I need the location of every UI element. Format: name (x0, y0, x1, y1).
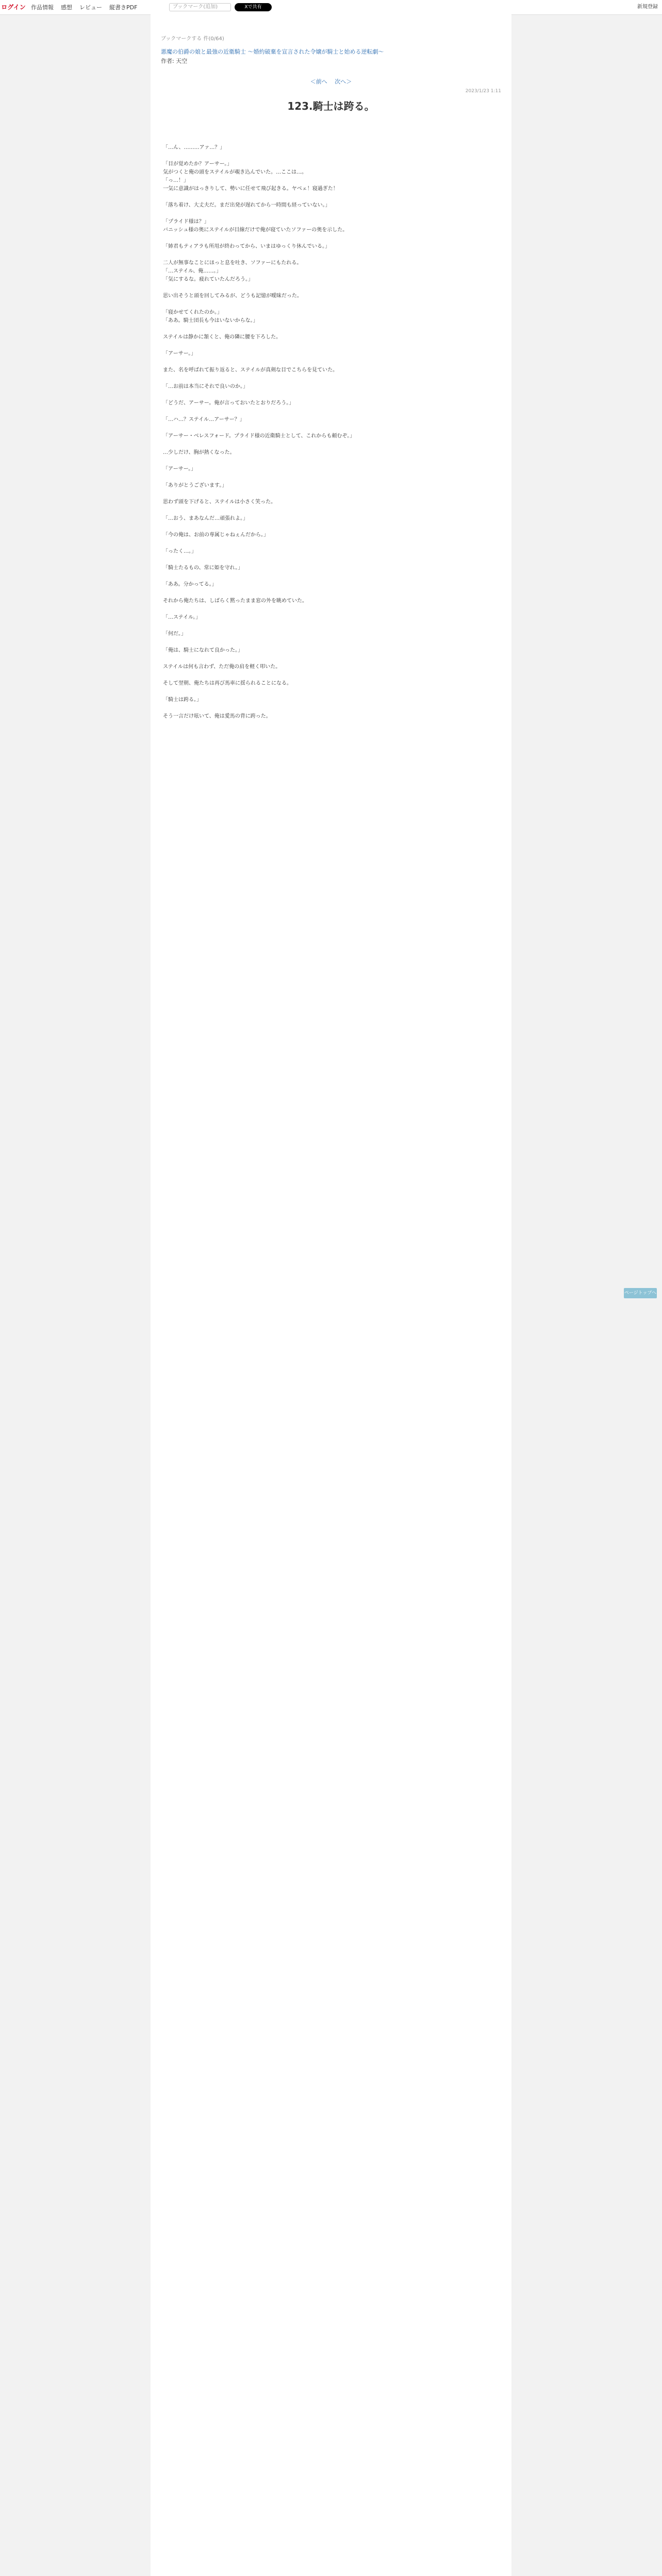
novel-paragraph (163, 300, 499, 309)
novel-paragraph: 「ったく…。」 (163, 548, 196, 554)
nav-item-info[interactable]: 作品情報 (31, 4, 54, 11)
novel-paragraph: 「寝かせてくれたのか。」 (163, 309, 222, 315)
novel-paragraph (163, 688, 499, 696)
novel-paragraph (163, 408, 499, 416)
novel-paragraph: 気がつくと俺の頭をステイルが覗き込んでいた。…ここは…。 (163, 169, 307, 175)
novel-paragraph: ステイルは静かに頷くと、俺の隣に腰を下ろした。 (163, 334, 282, 340)
novel-paragraph: 「姉君もティアラも所用が終わってから、いまはゆっくり休んでいる。」 (163, 243, 330, 249)
novel-paragraph: 「騎士は跨る。」 (163, 697, 202, 703)
novel-paragraph: 「っ…！」 (163, 177, 189, 183)
novel-paragraph: ステイルは何も言わず、ただ俺の肩を軽く叩いた。 (163, 664, 281, 670)
novel-paragraph: 「アーサー・ベレスフォード。プライド様の近衛騎士として、これからも頼むぞ。」 (163, 433, 355, 439)
novel-body (163, 144, 499, 721)
top-bar (0, 0, 662, 15)
novel-paragraph: 「ああ。騎士団長も今はいないからな。」 (163, 317, 258, 324)
novel-paragraph: 「ありがとうございます。」 (163, 482, 227, 488)
novel-paragraph (163, 622, 499, 630)
novel-paragraph: 思い出そうと頭を回してみるが、どうも記憶が曖昧だった。 (163, 293, 302, 299)
novel-paragraph (163, 440, 499, 449)
top-nav (31, 0, 137, 14)
novel-paragraph: それから俺たちは、しばらく黙ったまま窓の外を眺めていた。 (163, 598, 307, 604)
novel-paragraph: 「…お前は本当にそれで良いのか。」 (163, 383, 248, 389)
novel-paragraph (163, 506, 499, 515)
chapter-title: 123.騎士は跨る。 (287, 99, 375, 112)
novel-paragraph: 「俺は、騎士になれて良かった。」 (163, 647, 243, 653)
novel-paragraph (163, 375, 499, 383)
novel-paragraph: …少しだけ、胸が熱くなった。 (163, 449, 235, 455)
novel-paragraph (163, 539, 499, 548)
novel-paragraph: 思わず頭を下げると、ステイルは小さく笑った。 (163, 499, 276, 505)
novel-paragraph: 「…ん、………アァ…？」 (163, 144, 225, 150)
post-date: 2023/1/23 1:11 (465, 88, 501, 94)
nav-item-impressions[interactable]: 感想 (61, 4, 72, 11)
novel-paragraph: 「気にするな。疲れていたんだろう。」 (163, 276, 253, 282)
novel-paragraph (163, 358, 499, 366)
novel-paragraph: 「騎士たるもの、常に姫を守れ。」 (163, 565, 243, 571)
novel-paragraph (163, 193, 499, 201)
novel-paragraph: 「アーサー。」 (163, 350, 196, 357)
novel-paragraph: 「アーサー。」 (163, 466, 196, 472)
novel-paragraph: 「…おう、まあなんだ…頑張れよ。」 (163, 515, 248, 521)
novel-paragraph: 「…ステイル、俺……。」 (163, 268, 222, 274)
novel-paragraph (163, 704, 499, 713)
novel-paragraph (163, 210, 499, 218)
content-page (151, 14, 511, 2576)
bookmark-button[interactable]: ブックマーク(追加) (169, 3, 231, 11)
novel-paragraph (163, 284, 499, 292)
novel-paragraph (163, 589, 499, 597)
share-x-button[interactable]: Xで共有 (235, 3, 272, 11)
novel-paragraph: 「…ハ…？ステイル…アーサー？」 (163, 416, 245, 422)
novel-paragraph: 「プライド様は？」 (163, 218, 209, 225)
novel-paragraph (163, 490, 499, 498)
novel-paragraph (163, 523, 499, 531)
novel-paragraph: 「ああ。分かってる。」 (163, 581, 217, 587)
nav-item-pdf[interactable]: 縦書きPDF (109, 4, 138, 11)
novel-paragraph: また、名を呼ばれて振り返ると、ステイルが真剣な目でこちらを見ていた。 (163, 367, 338, 373)
novel-paragraph (163, 342, 499, 350)
register-link[interactable]: 新規登録 (637, 4, 658, 10)
page-top-button[interactable]: ページトップへ (624, 1288, 657, 1298)
novel-author[interactable]: 作者: 天空 (161, 57, 188, 64)
novel-paragraph: 「…ステイル。」 (163, 614, 201, 620)
novel-paragraph: 「目が覚めたか？アーサー。」 (163, 161, 233, 167)
novel-paragraph: そう一言だけ呟いて、俺は愛馬の背に跨った。 (163, 713, 271, 719)
novel-paragraph: バニッシュ様の奥にステイルが目線だけで俺が寝ていたソファーの奥を示した。 (163, 227, 348, 233)
novel-paragraph: 「何だ。」 (163, 631, 186, 637)
novel-paragraph (163, 251, 499, 259)
novel-paragraph (163, 671, 499, 680)
nav-item-review[interactable]: レビュー (79, 4, 102, 11)
novel-paragraph (163, 572, 499, 581)
novel-paragraph (163, 556, 499, 564)
novel-paragraph: 一気に意識がはっきりして、勢いに任せて飛び起きる。ヤベェ！寝過ぎた！ (163, 185, 338, 192)
novel-paragraph (163, 391, 499, 399)
novel-paragraph (163, 325, 499, 333)
bookmark-count[interactable]: ブックマークする 件(0/64) (161, 36, 224, 42)
novel-paragraph (163, 152, 499, 160)
novel-paragraph: 「どうだ、アーサー。俺が言っておいたとおりだろう。」 (163, 400, 294, 406)
novel-paragraph: 「今の俺は、お前の専属じゃねぇんだから。」 (163, 532, 269, 538)
novel-paragraph (163, 457, 499, 465)
login-link[interactable]: ログイン (0, 0, 27, 14)
novel-paragraph (163, 655, 499, 663)
novel-paragraph (163, 424, 499, 432)
novel-paragraph: そして翌朝、俺たちは再び馬車に揺られることになる。 (163, 680, 292, 686)
novel-paragraph (163, 234, 499, 243)
novel-paragraph: 二人が無事なことにほっと息を吐き、ソファーにもたれる。 (163, 260, 302, 266)
novel-title-link[interactable]: 悪魔の伯爵の娘と最強の近衛騎士 〜婚約破棄を宣言された令嬢が騎士と始める逆転劇〜 (161, 48, 384, 55)
novel-paragraph (163, 473, 499, 482)
novel-paragraph: 「落ち着け、大丈夫だ。まだ出発が遅れてから一時間も経っていない。」 (163, 202, 330, 208)
novel-paragraph (163, 638, 499, 647)
chapter-pager[interactable]: ＜前へ 次へ＞ (310, 78, 352, 85)
novel-paragraph (163, 605, 499, 614)
